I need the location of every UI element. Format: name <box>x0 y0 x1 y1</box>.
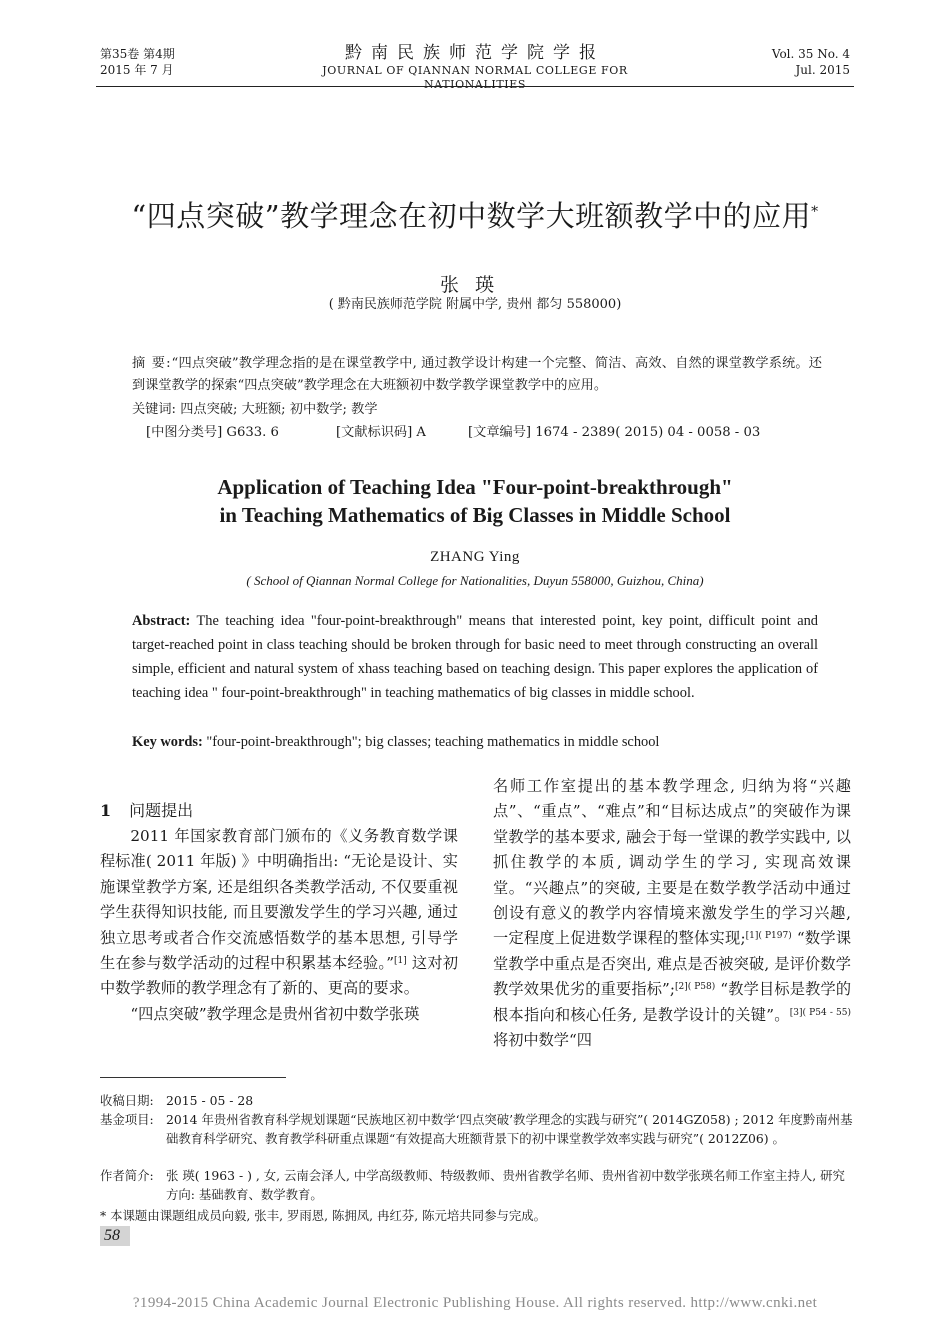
affiliation-en-text: ( School of Qiannan Normal College for Nationalities, Duyun 558000, Guizhou, China) <box>246 573 704 588</box>
body-column-right <box>493 774 851 1053</box>
issue-info-en <box>690 46 850 78</box>
footnote-text: 2015 - 05 - 28 <box>166 1093 254 1108</box>
paragraph-text: 名师工作室提出的基本教学理念, 归纳为将“兴趣点”、“重点”、“难点”和“目标达成点”的突破作为课堂教学的基本要求, 融会于每一堂课的教学实践中, 以抓住教学的本质, 调动学生的学习, 实现高效课堂。“兴趣点”的突破, 主要是在数学教学活动中通过创设有意义的教学内容情境来激发学生的学习兴趣, 一定程度上促进数学课程的整体实现; <box>493 777 851 948</box>
citation-ref: [2]( P58) <box>674 982 716 993</box>
footnote-text: 张 瑛( 1963 - ) , 女, 云南会泽人, 中学高级教师、特级教师、贵州省教学名师、贵州省初中数学张瑛名师工作室主持人, 研究方向: 基础教育、数学教育。 <box>166 1168 845 1202</box>
volume-issue-en: Vol. 35 No. 4 <box>771 47 850 61</box>
abstract-en-text: The teaching idea "four-point-breakthrough" means that interested point, key point, difficult point and target-reached point in class teaching should be broken through for basic need to meet through constructing an overall simple, efficient and natural system of xhass teaching based on teaching design. This paper explores the application of teaching idea " four-point-breakthrough" in teaching mathematics of big classes in middle school. <box>132 613 818 701</box>
citation-ref: [1]( P197) <box>745 931 792 942</box>
volume-issue: 第35卷 第4期 <box>100 47 175 61</box>
publication-date-en: Jul. 2015 <box>795 63 850 77</box>
paper-title-cn <box>60 196 890 236</box>
section-title: 问题提出 <box>129 801 194 820</box>
footnote-label: 收稿日期: <box>100 1093 154 1108</box>
footnote-rule <box>100 1077 286 1078</box>
body-paragraph <box>493 774 851 1053</box>
footnote-fund <box>100 1110 860 1148</box>
document-code: [文献标识码] A <box>336 425 426 440</box>
title-en-line1: Application of Teaching Idea "Four-point-breakthrough" <box>217 475 733 499</box>
abstract-cn <box>132 353 822 397</box>
journal-name-cn: 黔南民族师范学院学报 <box>345 43 605 63</box>
page-number-box <box>100 1226 130 1246</box>
footnote-author <box>100 1166 860 1204</box>
keywords-cn-label: 关键词: <box>132 402 177 417</box>
section-number: 1 <box>100 801 112 820</box>
citation-ref: [1] <box>394 956 407 967</box>
copyright-footer: ?1994-2015 China Academic Journal Electronic Publishing House. All rights reserved. http://www.cnki.net <box>132 1295 818 1311</box>
footnote-label: 作者简介: <box>100 1168 154 1183</box>
affiliation-cn: ( 黔南民族师范学院 附属中学, 贵州 都匀 558000) <box>328 297 622 312</box>
affiliation-en <box>60 573 890 589</box>
footnote-text: 2014 年贵州省教育科学规划课题“民族地区初中数学‘四点突破’教学理念的实践与研究”( 2014GZ058) ; 2012 年度黔南州基础教育科学研究、教育教学科研重点课题“有效提高大班额背景下的初中课堂教学效率实践与研究”( 2012Z06) 。 <box>166 1112 853 1146</box>
abstract-cn-text: “四点突破”教学理念指的是在课堂教学中, 通过教学设计构建一个完整、简洁、高效、自然的课堂教学系统。还到课堂教学的探索“四点突破”教学理念在大班额初中数学教学课堂教学中的应用。 <box>132 356 822 393</box>
journal-name-en: JOURNAL OF QIANNAN NORMAL COLLEGE FOR NATIONALITIES <box>322 64 628 91</box>
paragraph-text: 2011 年国家教育部门颁布的《义务教育数学课程标准( 2011 年版) 》中明确指出: “无论是设计、实施课堂教学方案, 还是组织各类教学活动, 不仅要重视学生获得知识技能, 而且要激发学生的学习兴趣, 通过独立思考或者合作交流感悟数学的基本思想, 引导学生在参与数学活动的过程中积累基本经验。” <box>100 827 458 973</box>
body-column-left <box>100 824 458 1027</box>
abstract-en <box>132 609 818 705</box>
keywords-en-text: "four-point-breakthrough"; big classes; teaching mathematics in middle school <box>202 734 660 750</box>
classification-row <box>146 422 836 444</box>
abstract-cn-label: 摘 要: <box>132 356 172 371</box>
keywords-en <box>132 730 818 754</box>
body-paragraph <box>100 824 458 1002</box>
section-heading <box>100 798 193 823</box>
publication-date: 2015 年 7 月 <box>100 63 174 77</box>
author-name-cn: 张瑛 <box>439 274 510 296</box>
paragraph-text: “教学目标是教学的根本指向和核心任务, 是教学设计的关键”。 <box>493 980 852 1024</box>
footnote-received <box>100 1091 860 1110</box>
paragraph-text: “数学课堂教学中重点是否突出, 难点是否被突破, 是评价数学教学效果优劣的重要指标”; <box>493 929 852 999</box>
title-text: “四点突破”教学理念在初中数学大班额教学中的应用 <box>131 199 812 233</box>
keywords-cn <box>132 399 822 421</box>
citation-ref: [3]( P54 - 55) <box>789 1007 851 1018</box>
header-rule <box>96 86 854 87</box>
footnote-label: 基金项目: <box>100 1112 154 1127</box>
paragraph-text: 将初中数学“四 <box>493 1031 592 1050</box>
paper-title-en <box>60 473 890 529</box>
page-number: 58 <box>104 1227 120 1244</box>
article-number: [文章编号] 1674 - 2389( 2015) 04 - 0058 - 03 <box>468 425 761 440</box>
title-footnote-mark: * <box>811 204 819 220</box>
body-paragraph <box>100 1002 458 1027</box>
paragraph-text: “四点突破”教学理念是贵州省初中数学张瑛 <box>130 1004 420 1023</box>
keywords-cn-text: 四点突破; 大班额; 初中数学; 教学 <box>180 402 378 417</box>
title-en-line2: in Teaching Mathematics of Big Classes in Middle School <box>219 503 731 527</box>
abstract-en-label: Abstract: <box>132 613 191 629</box>
keywords-en-label: Key words: <box>132 734 203 750</box>
author-name-en: ZHANG Ying <box>430 549 520 565</box>
footnote-note: * 本课题由课题组成员向毅, 张丰, 罗雨恩, 陈拥凤, 冉红芬, 陈元培共同参与完成。 <box>100 1208 547 1223</box>
journal-name <box>270 42 680 92</box>
clc-number: [中图分类号] G633. 6 <box>146 425 279 440</box>
paragraph-text: 这对初中数学教师的教学理念有了新的、更高的要求。 <box>100 954 459 998</box>
